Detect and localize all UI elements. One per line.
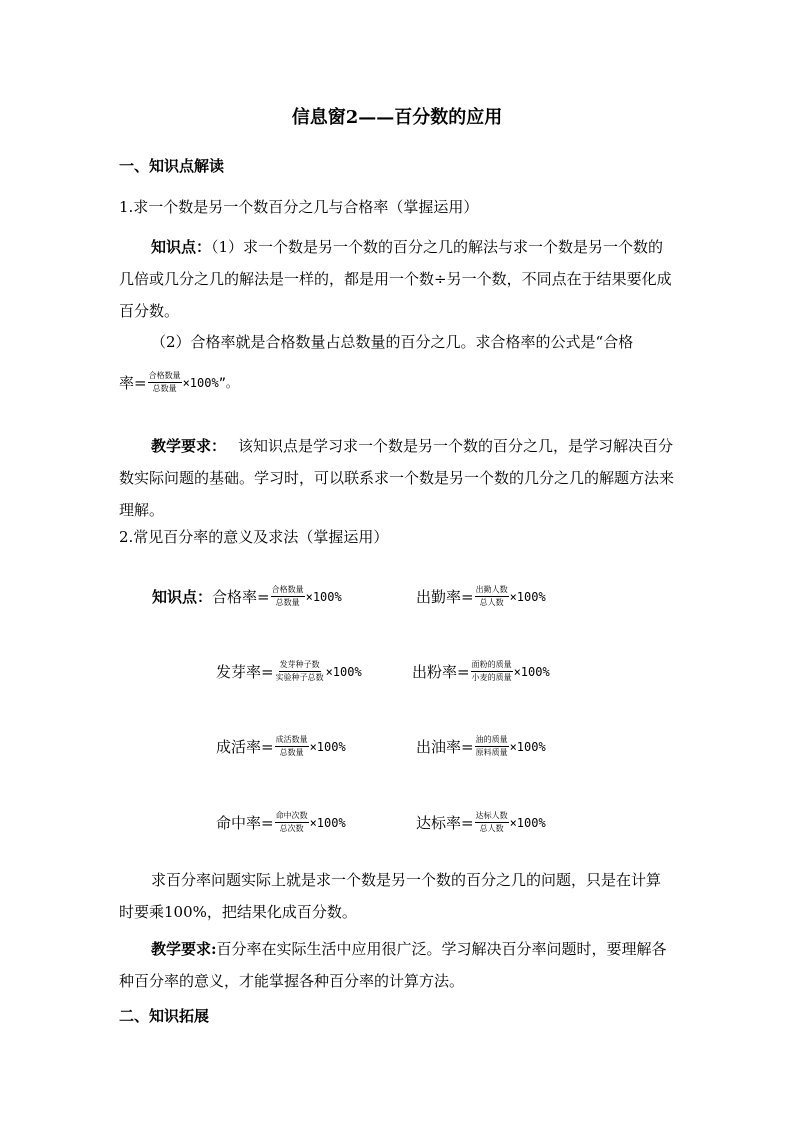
- formula-numerator: 出勤人数: [475, 585, 509, 597]
- formula-denominator: 总数量: [279, 748, 304, 757]
- formula-denominator: 总人数: [479, 824, 504, 833]
- formula-name: 成活率=: [216, 737, 274, 756]
- formula-name: 发芽率=: [216, 662, 274, 681]
- formula-suffix: ×100%: [325, 664, 362, 679]
- formula-numerator: 面粉的质量: [471, 660, 513, 672]
- item2-heading: 2.常见百分率的意义及求法（掌握运用）: [119, 528, 389, 546]
- formula-suffix: ×100%”。: [182, 375, 238, 390]
- formula-fraction: [475, 585, 509, 608]
- page-title: 信息窗2——百分数的应用: [291, 107, 503, 128]
- formula-row-1: [152, 585, 342, 608]
- formula-denominator: 总次数: [279, 824, 304, 833]
- requirement-text: 百分率在实际生活中应用很广泛。学习解决百分率问题时，要理解各种百分率的意义，才能掌握各种百分率的计算方法。: [119, 940, 667, 990]
- formula-numerator: 成活数量: [275, 735, 309, 747]
- item1-requirement-paragraph: [119, 430, 675, 526]
- section-heading-knowledge: 一、知识点解读: [119, 157, 225, 175]
- hit-rate-formula: [216, 811, 346, 834]
- formula-name: 达标率=: [416, 813, 474, 832]
- formula-name: 出粉率=: [412, 662, 470, 681]
- formula-suffix: ×100%: [309, 815, 346, 830]
- formula-denominator: 总数量: [152, 384, 177, 393]
- formula-fraction: [275, 660, 325, 683]
- formula-denominator: 原料质量: [475, 748, 508, 757]
- formula-fraction: [148, 371, 182, 394]
- survival-rate-formula: [216, 735, 346, 758]
- flour-yield-formula: [412, 660, 550, 683]
- item2-summary-paragraph: [119, 864, 675, 928]
- attendance-rate-formula: [416, 585, 546, 608]
- requirement-label: 教学要求：: [151, 437, 227, 455]
- pass-rate-text: （2）合格率就是合格数量占总数量的百分之几。求合格率的公式是“合格: [151, 333, 634, 351]
- formula-suffix: ×100%: [305, 589, 342, 604]
- formula-denominator: 实验种子总数: [275, 673, 324, 682]
- formula-fraction: [275, 811, 309, 834]
- formula-denominator: 总人数: [479, 598, 504, 607]
- formula-name: 出勤率=: [416, 587, 474, 606]
- formula-numerator: 命中次数: [275, 811, 309, 823]
- formula-numerator: 油的质量: [475, 735, 509, 747]
- oil-yield-formula: [416, 735, 546, 758]
- formula-suffix: ×100%: [509, 815, 546, 830]
- formula-suffix: ×100%: [509, 739, 546, 754]
- item1-pass-rate-paragraph: [119, 326, 675, 358]
- formula-prefix: 率=: [119, 373, 147, 392]
- pass-rate-formula: [119, 371, 238, 394]
- formula-name: 命中率=: [216, 813, 274, 832]
- formula-suffix: ×100%: [309, 739, 346, 754]
- germination-rate-formula: [216, 660, 362, 683]
- formula-name: 出油率=: [416, 737, 474, 756]
- formula-fraction: [471, 660, 513, 683]
- knowledge-label: 知识点：: [152, 587, 213, 606]
- requirement-text: 该知识点是学习求一个数是另一个数的百分之几，是学习解决百分数实际问题的基础。学习时，可以联系求一个数是另一个数的几分之几的解题方法来理解。: [119, 437, 675, 519]
- formula-numerator: 发芽种子数: [279, 660, 321, 672]
- item1-knowledge-paragraph: [119, 231, 675, 327]
- formula-numerator: 达标人数: [475, 811, 509, 823]
- section-heading-extension: 二、知识拓展: [119, 1007, 210, 1025]
- pass-standard-rate-formula: [416, 811, 546, 834]
- formula-fraction: [475, 811, 509, 834]
- knowledge-text: （1）求一个数是另一个数的百分之几的解法与求一个数是另一个数的几倍或几分之几的解法是一样的，都是用一个数÷另一个数，不同点在于结果要化成百分数。: [119, 238, 672, 320]
- formula-denominator: 总数量: [275, 598, 300, 607]
- knowledge-label: 知识点：: [151, 238, 212, 256]
- formula-numerator: 合格数量: [271, 585, 305, 597]
- formula-fraction: [275, 735, 309, 758]
- formula-denominator: 小麦的质量: [471, 673, 512, 682]
- item2-requirement-paragraph: [119, 933, 675, 997]
- item1-heading: 1.求一个数是另一个数百分之几与合格率（掌握运用）: [119, 198, 479, 216]
- formula-numerator: 合格数量: [148, 371, 182, 383]
- formula-name: 合格率=: [212, 587, 270, 606]
- formula-suffix: ×100%: [513, 664, 550, 679]
- formula-fraction: [271, 585, 305, 608]
- formula-fraction: [475, 735, 509, 758]
- summary-text: 求百分率问题实际上就是求一个数是另一个数的百分之几的问题，只是在计算时要乘100%，把结果化成百分数。: [119, 871, 662, 921]
- requirement-label: 教学要求:: [151, 940, 217, 958]
- formula-suffix: ×100%: [509, 589, 546, 604]
